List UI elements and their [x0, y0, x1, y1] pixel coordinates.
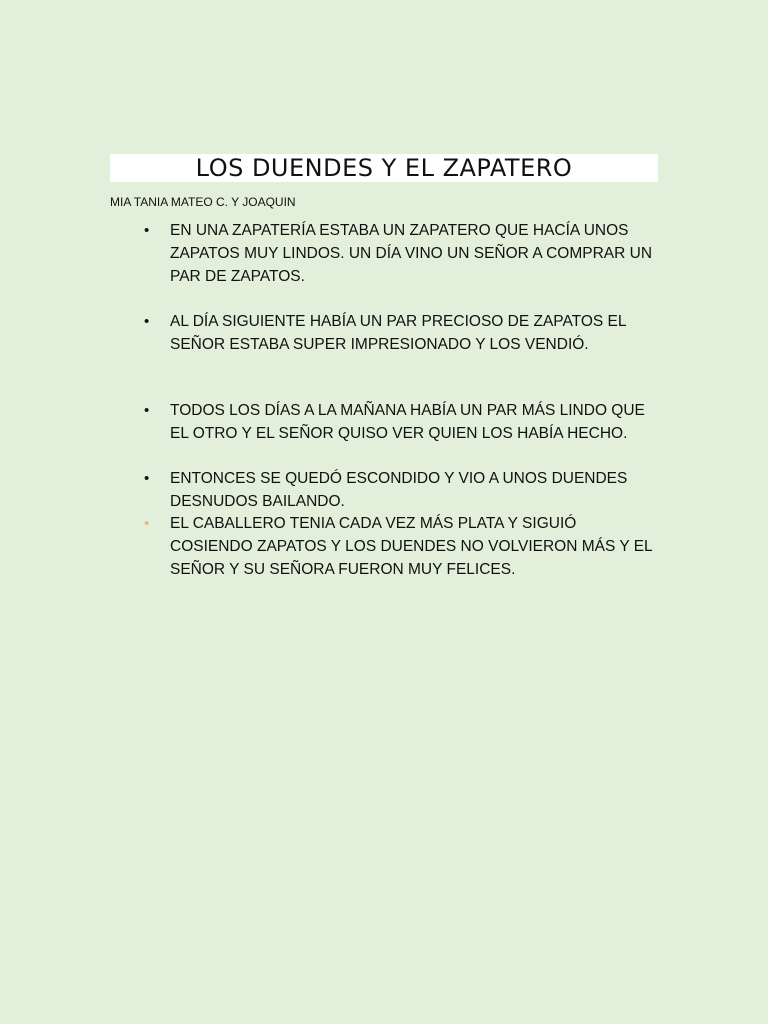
list-item [144, 310, 660, 356]
paragraph-text: AL DÍA SIGUIENTE HABÍA UN PAR PRECIOSO DE ZAPATOS EL SEÑOR ESTABA SUPER IMPRESIONADO Y LOS VENDIÓ. [170, 313, 626, 353]
list-item [144, 512, 660, 581]
list-item [144, 219, 660, 288]
paragraph-text: ENTONCES SE QUEDÓ ESCONDIDO Y VIO A UNOS DUENDES DESNUDOS BAILANDO. [170, 470, 628, 510]
bullet-icon: • [144, 222, 150, 239]
list-item [144, 399, 660, 445]
bullet-icon: • [144, 470, 150, 487]
bullet-icon: • [144, 313, 150, 330]
bullet-icon: • [144, 402, 150, 419]
document-title: LOS DUENDES Y EL ZAPATERO [110, 154, 658, 182]
list-item [144, 467, 660, 513]
paragraph-text: EN UNA ZAPATERÍA ESTABA UN ZAPATERO QUE HACÍA UNOS ZAPATOS MUY LINDOS. UN DÍA VINO UN SEÑOR A COMPRAR UN PAR DE ZAPATOS. [170, 222, 653, 285]
paragraph-text: EL CABALLERO TENIA CADA VEZ MÁS PLATA Y SIGUIÓ COSIENDO ZAPATOS Y LOS DUENDES NO VOLVIERON MÁS Y EL SEÑOR Y SU SEÑORA FUERON MUY FELICES. [170, 515, 653, 578]
paragraph-text: TODOS LOS DÍAS A LA MAÑANA HABÍA UN PAR MÁS LINDO QUE EL OTRO Y EL SEÑOR QUISO VER QUIEN LOS HABÍA HECHO. [170, 402, 645, 442]
authors-line: MIA TANIA MATEO C. Y JOAQUIN [110, 195, 296, 209]
bullet-icon: • [144, 515, 150, 532]
